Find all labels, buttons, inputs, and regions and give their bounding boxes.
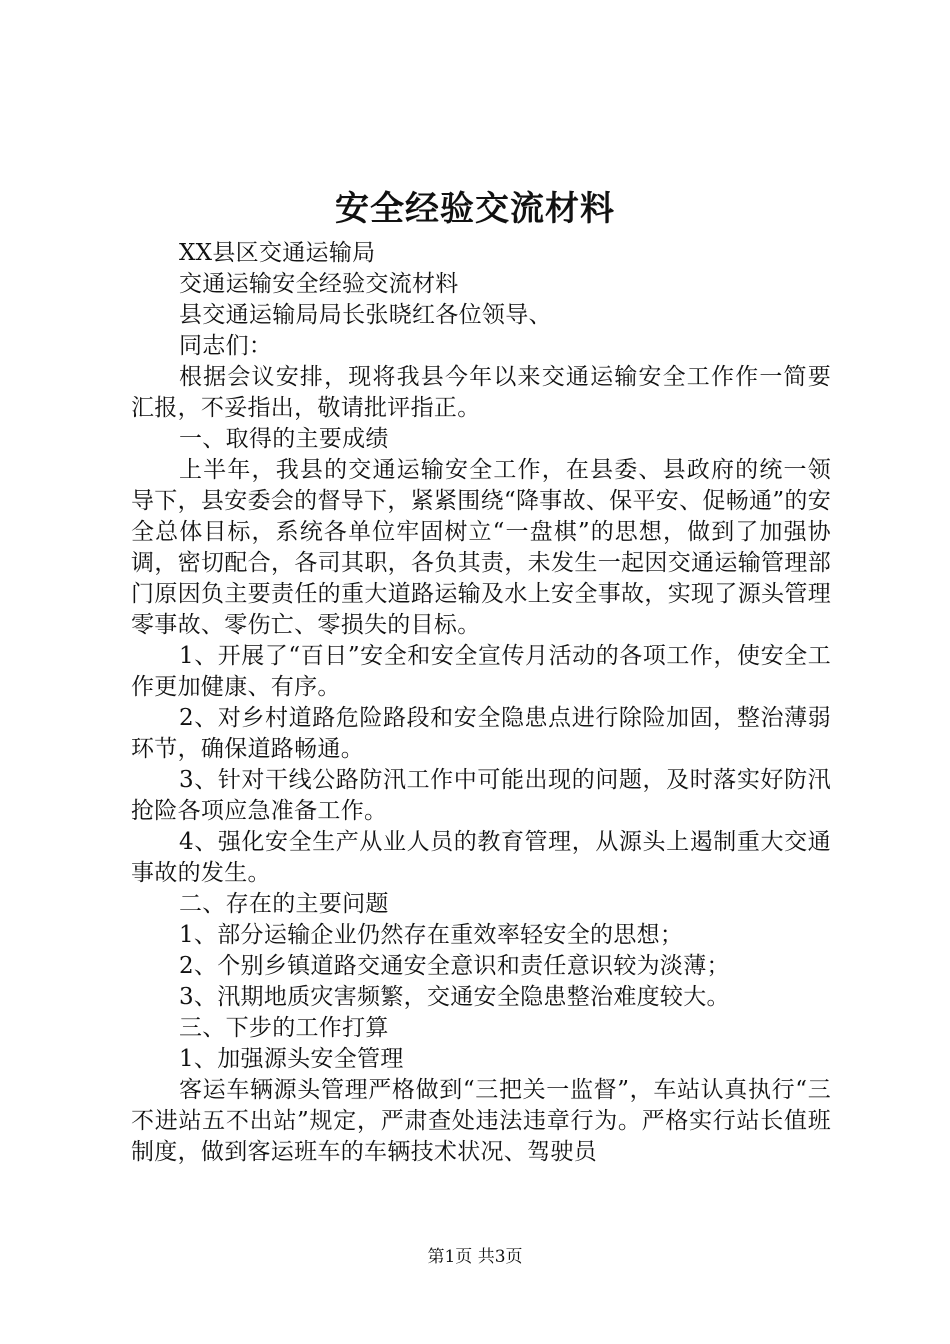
page-number: 第1页 共3页 [427,1247,523,1267]
list-item-achievement-1: 1、开展了“百日”安全和安全宣传月活动的各项工作，使安全工作更加健康、有序。 [131,643,831,700]
list-item-problem-1: 1、部分运输企业仍然存在重效率轻安全的思想； [179,922,684,948]
paragraph-org: XX县区交通运输局 [179,240,376,266]
list-item-problem-2: 2、个别乡镇道路交通安全意识和责任意识较为淡薄； [179,953,730,979]
paragraph-achievements: 上半年，我县的交通运输安全工作，在县委、县政府的统一领导下，县安委会的督导下，紧紧围绕“降事故、保平安、促畅通”的安全总体目标，系统各单位牢固树立“一盘棋”的思想，做到了加强协调，密切配合，各司其职，各负其责，未发生一起因交通运输管理部门原因负主要责任的重大道路运输及水上安全事故，实现了源头管理零事故、零伤亡、零损失的目标。 [131,457,831,638]
paragraph-intro: 根据会议安排，现将我县今年以来交通运输安全工作作一简要汇报，不妥指出，敬请批评指正。 [131,364,831,421]
paragraph-subtitle: 交通运输安全经验交流材料 [179,271,459,297]
section-heading-plans: 三、下步的工作打算 [179,1015,389,1041]
list-item-achievement-3: 3、针对干线公路防汛工作中可能出现的问题，及时落实好防汛抢险各项应急准备工作。 [131,767,831,824]
paragraph-plan-1: 客运车辆源头管理严格做到“三把关一监督”，车站认真执行“三不进站五不出站”规定，严肃查处违法违章行为。严格实行站长值班制度，做到客运班车的车辆技术状况、驾驶员 [131,1077,831,1165]
list-item-achievement-2: 2、对乡村道路危险路段和安全隐患点进行除险加固，整治薄弱环节，确保道路畅通。 [131,705,831,762]
document-title: 安全经验交流材料 [335,189,615,229]
paragraph-salutation: 同志们： [179,333,273,359]
list-item-problem-3: 3、汛期地质灾害频繁，交通安全隐患整治难度较大。 [179,984,730,1010]
document-body [131,238,831,1168]
paragraph-author: 县交通运输局局长张晓红各位领导、 [179,302,552,328]
section-heading-problems: 二、存在的主要问题 [179,891,389,917]
subheading-plan-1: 1、加强源头安全管理 [179,1046,404,1072]
section-heading-achievements: 一、取得的主要成绩 [179,426,389,452]
list-item-achievement-4: 4、强化安全生产从业人员的教育管理，从源头上遏制重大交通事故的发生。 [131,829,831,886]
